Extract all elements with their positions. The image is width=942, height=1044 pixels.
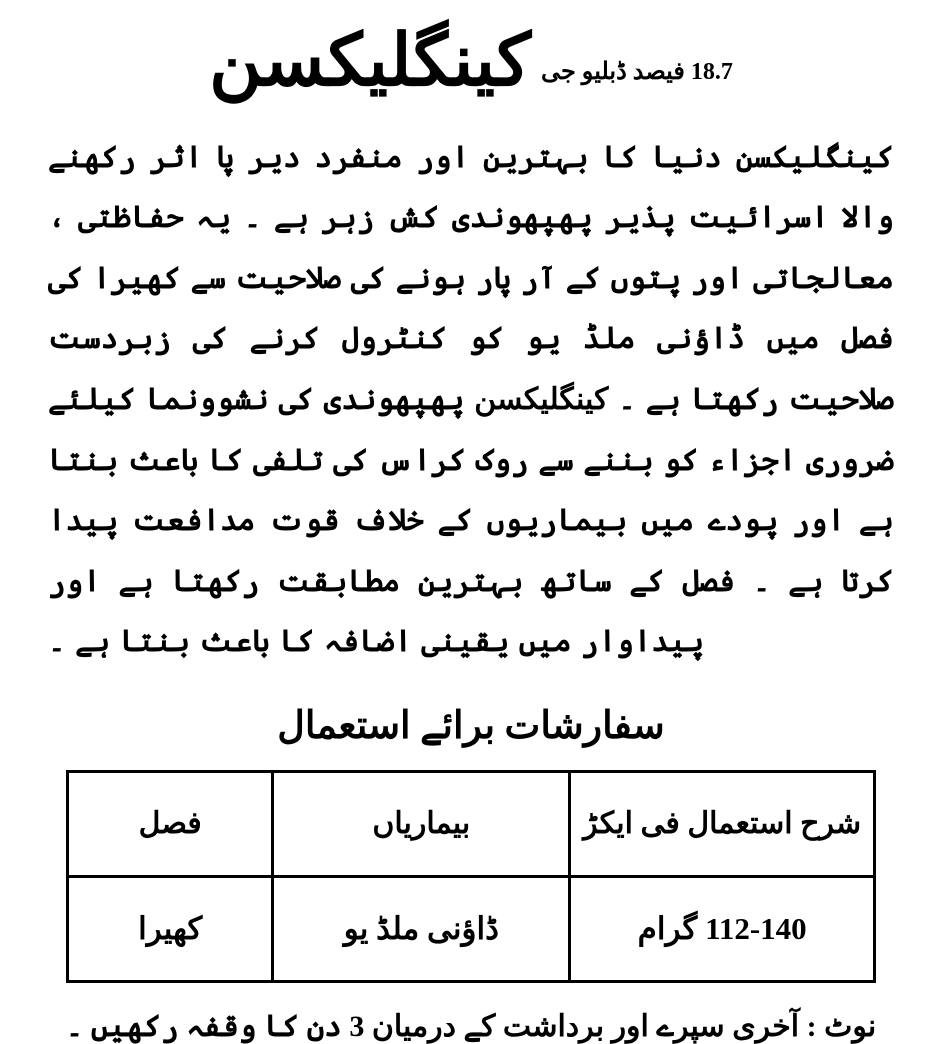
description-part-2: پھپھوندی کی نشوونما کیلئے ضروری اجزاء کو بننے سے روک کراس کی تلفی کا باعث بنتا ہے اور پودے میں بیماریوں کے خلاف قوت مدافعت پیدا کرتا ہے ۔ فصل کے ساتھ بہترین مطابقت رکھتا ہے اور پیداوار میں یقینی اضافہ کا باعث بنتا ہے ۔ bbox=[48, 382, 894, 659]
title-block bbox=[48, 21, 894, 101]
description-part-1: کینگلیکسن دنیا کا بہترین اور منفرد دیر پا اثر رکھنے والا اسرائیت پذیر پھپھوندی کش زہر ہے ۔ یہ حفاظتی ، معالجاتی اور پتوں کے آر پار ہونے کی صلاحیت سے کھیرا کی فصل میں ڈاؤنی ملڈ یو کو کنٹرول کرنے کی زبردست صلاحیت رکھتا ہے ۔ bbox=[48, 140, 895, 416]
section-heading-usage-recommendations: سفارشات برائے استعمال bbox=[277, 704, 665, 747]
table-header-disease: بیماریاں bbox=[273, 771, 570, 876]
table-header-row bbox=[68, 771, 875, 876]
table-cell-disease: ڈاؤنی ملڈ یو bbox=[273, 876, 570, 981]
table-cell-crop: کھیرا bbox=[68, 876, 273, 981]
table-cell-rate: 112-140 گرام bbox=[570, 876, 875, 981]
recommendations-table bbox=[66, 770, 876, 983]
table-header-rate: شرح استعمال فی ایکڑ bbox=[570, 771, 875, 876]
usage-note: نوٹ : آخری سپرے اور برداشت کے درمیان 3 دن کا وقفہ رکھیں ۔ bbox=[65, 1009, 877, 1043]
description-paragraph bbox=[48, 128, 894, 673]
page-title: کینگلیکسن bbox=[209, 21, 531, 101]
table-row bbox=[68, 876, 875, 981]
description-bold-product-name: کینگلیکسن bbox=[474, 382, 609, 416]
product-subtitle: 18.7 فیصد ڈبلیو جی bbox=[540, 58, 733, 85]
table-header-crop: فصل bbox=[68, 771, 273, 876]
